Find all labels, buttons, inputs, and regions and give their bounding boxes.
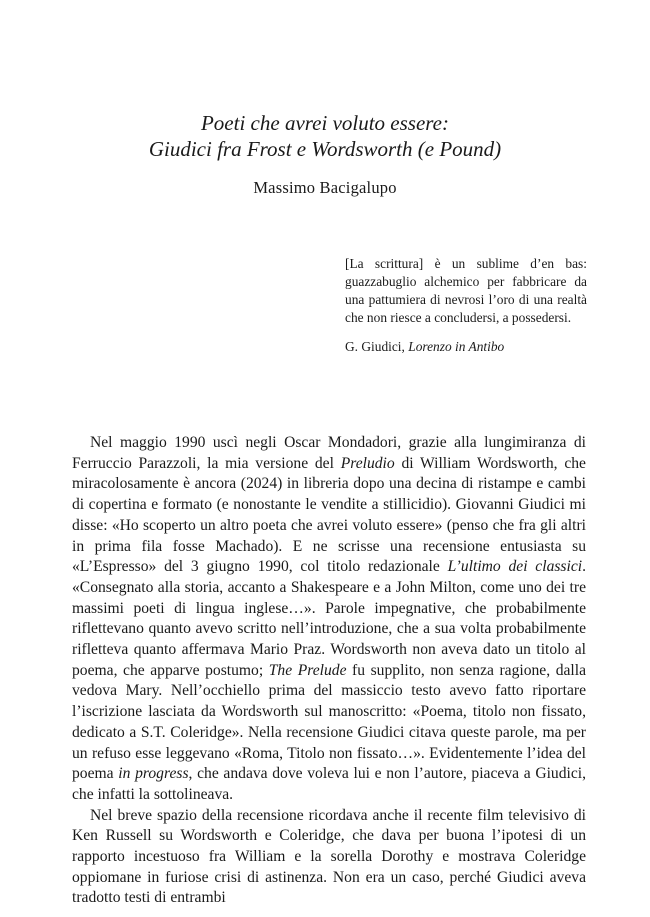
paragraph-2: Nel breve spazio della recensione ricordava anche il recente film televisivo di Ken Russell su Wordsworth e Coleridge, che dava per buona l’ipotesi di un rapporto incestuoso fra William e la sorella Dorothy e mostrava Coleridge oppiomane in furiose crisi di astinenza. Non era un caso, perché Giudici aveva tradotto testi di entrambi bbox=[72, 806, 586, 907]
epigraph-source-work: Lorenzo in Antibo bbox=[408, 339, 505, 354]
epigraph-source bbox=[345, 338, 587, 356]
epigraph bbox=[345, 255, 587, 356]
paragraph-1-part-4: fu supplito, non senza ragione, dalla vedova Mary. Nell’occhiello prima del massiccio testo avevo fatto riportare l’iscrizione lasciata da Wordsworth sul manoscritto: «Poema, titolo non fissato, dedicato a S.T. Coleridge». Nella recensione Giudici citava queste parole, ma per un refuso esse leggevano «Roma, Titolo non fissato…». Evidentemente l’idea del poema bbox=[72, 661, 586, 783]
paragraph-1-part-3: . «Consegnato alla storia, accanto a Shakespeare e a John Milton, come uno dei tre massimi poeti di lingua inglese…». Parole impegnative, che probabilmente riflettevano quanto avevo scritto nell’introduzione, che a sua volta probabilmente rifletteva quanto affermava Mario Praz. Wordsworth non aveva dato un titolo al poema, che apparve postumo; bbox=[72, 558, 586, 679]
title-block bbox=[0, 110, 650, 198]
body-text bbox=[72, 433, 586, 909]
paragraph-1-part-2: di William Wordsworth, che miracolosamente è ancora (2024) in libreria dopo una decina di ristampe e cambi di copertina e formato (e nonostante le vendite a stillicidio). Giovanni Giudici mi disse: «Ho scoperto un altro poeta che avrei voluto essere» (penso che fra gli altri in prima fila fosse Machado). E ne scrisse una recensione entusiasta su «L’Espresso» del 3 giugno 1990, col titolo redazionale bbox=[72, 454, 586, 576]
title-line-1: Poeti che avrei voluto essere: bbox=[200, 111, 449, 135]
title-ultimo-dei-classici: L’ultimo dei classici bbox=[447, 558, 583, 576]
epigraph-source-author: G. Giudici, bbox=[345, 339, 405, 354]
title-preludio: Preludio bbox=[340, 454, 395, 472]
paragraph-1 bbox=[72, 433, 586, 806]
title-the-prelude: The Prelude bbox=[268, 661, 347, 679]
epigraph-text: [La scrittura] è un sublime d’en bas: guazzabuglio alchemico per fabbricare da una pattumiera di nevrosi l’oro di una realtà che non riesce a concludersi, a possedersi. bbox=[345, 256, 587, 325]
paragraph-1-part-1: Nel maggio 1990 uscì negli Oscar Mondadori, grazie alla lungimiranza di Ferruccio Parazzoli, la mia versione del bbox=[72, 434, 586, 472]
paragraph-1-part-5: , che andava dove voleva lui e non l’autore, piaceva a Giudici, che infatti la sottolineava. bbox=[72, 765, 586, 803]
author-name: Massimo Bacigalupo bbox=[253, 178, 397, 197]
phrase-in-progress: in progress bbox=[118, 765, 189, 783]
title-line-2: Giudici fra Frost e Wordsworth (e Pound) bbox=[148, 137, 502, 161]
